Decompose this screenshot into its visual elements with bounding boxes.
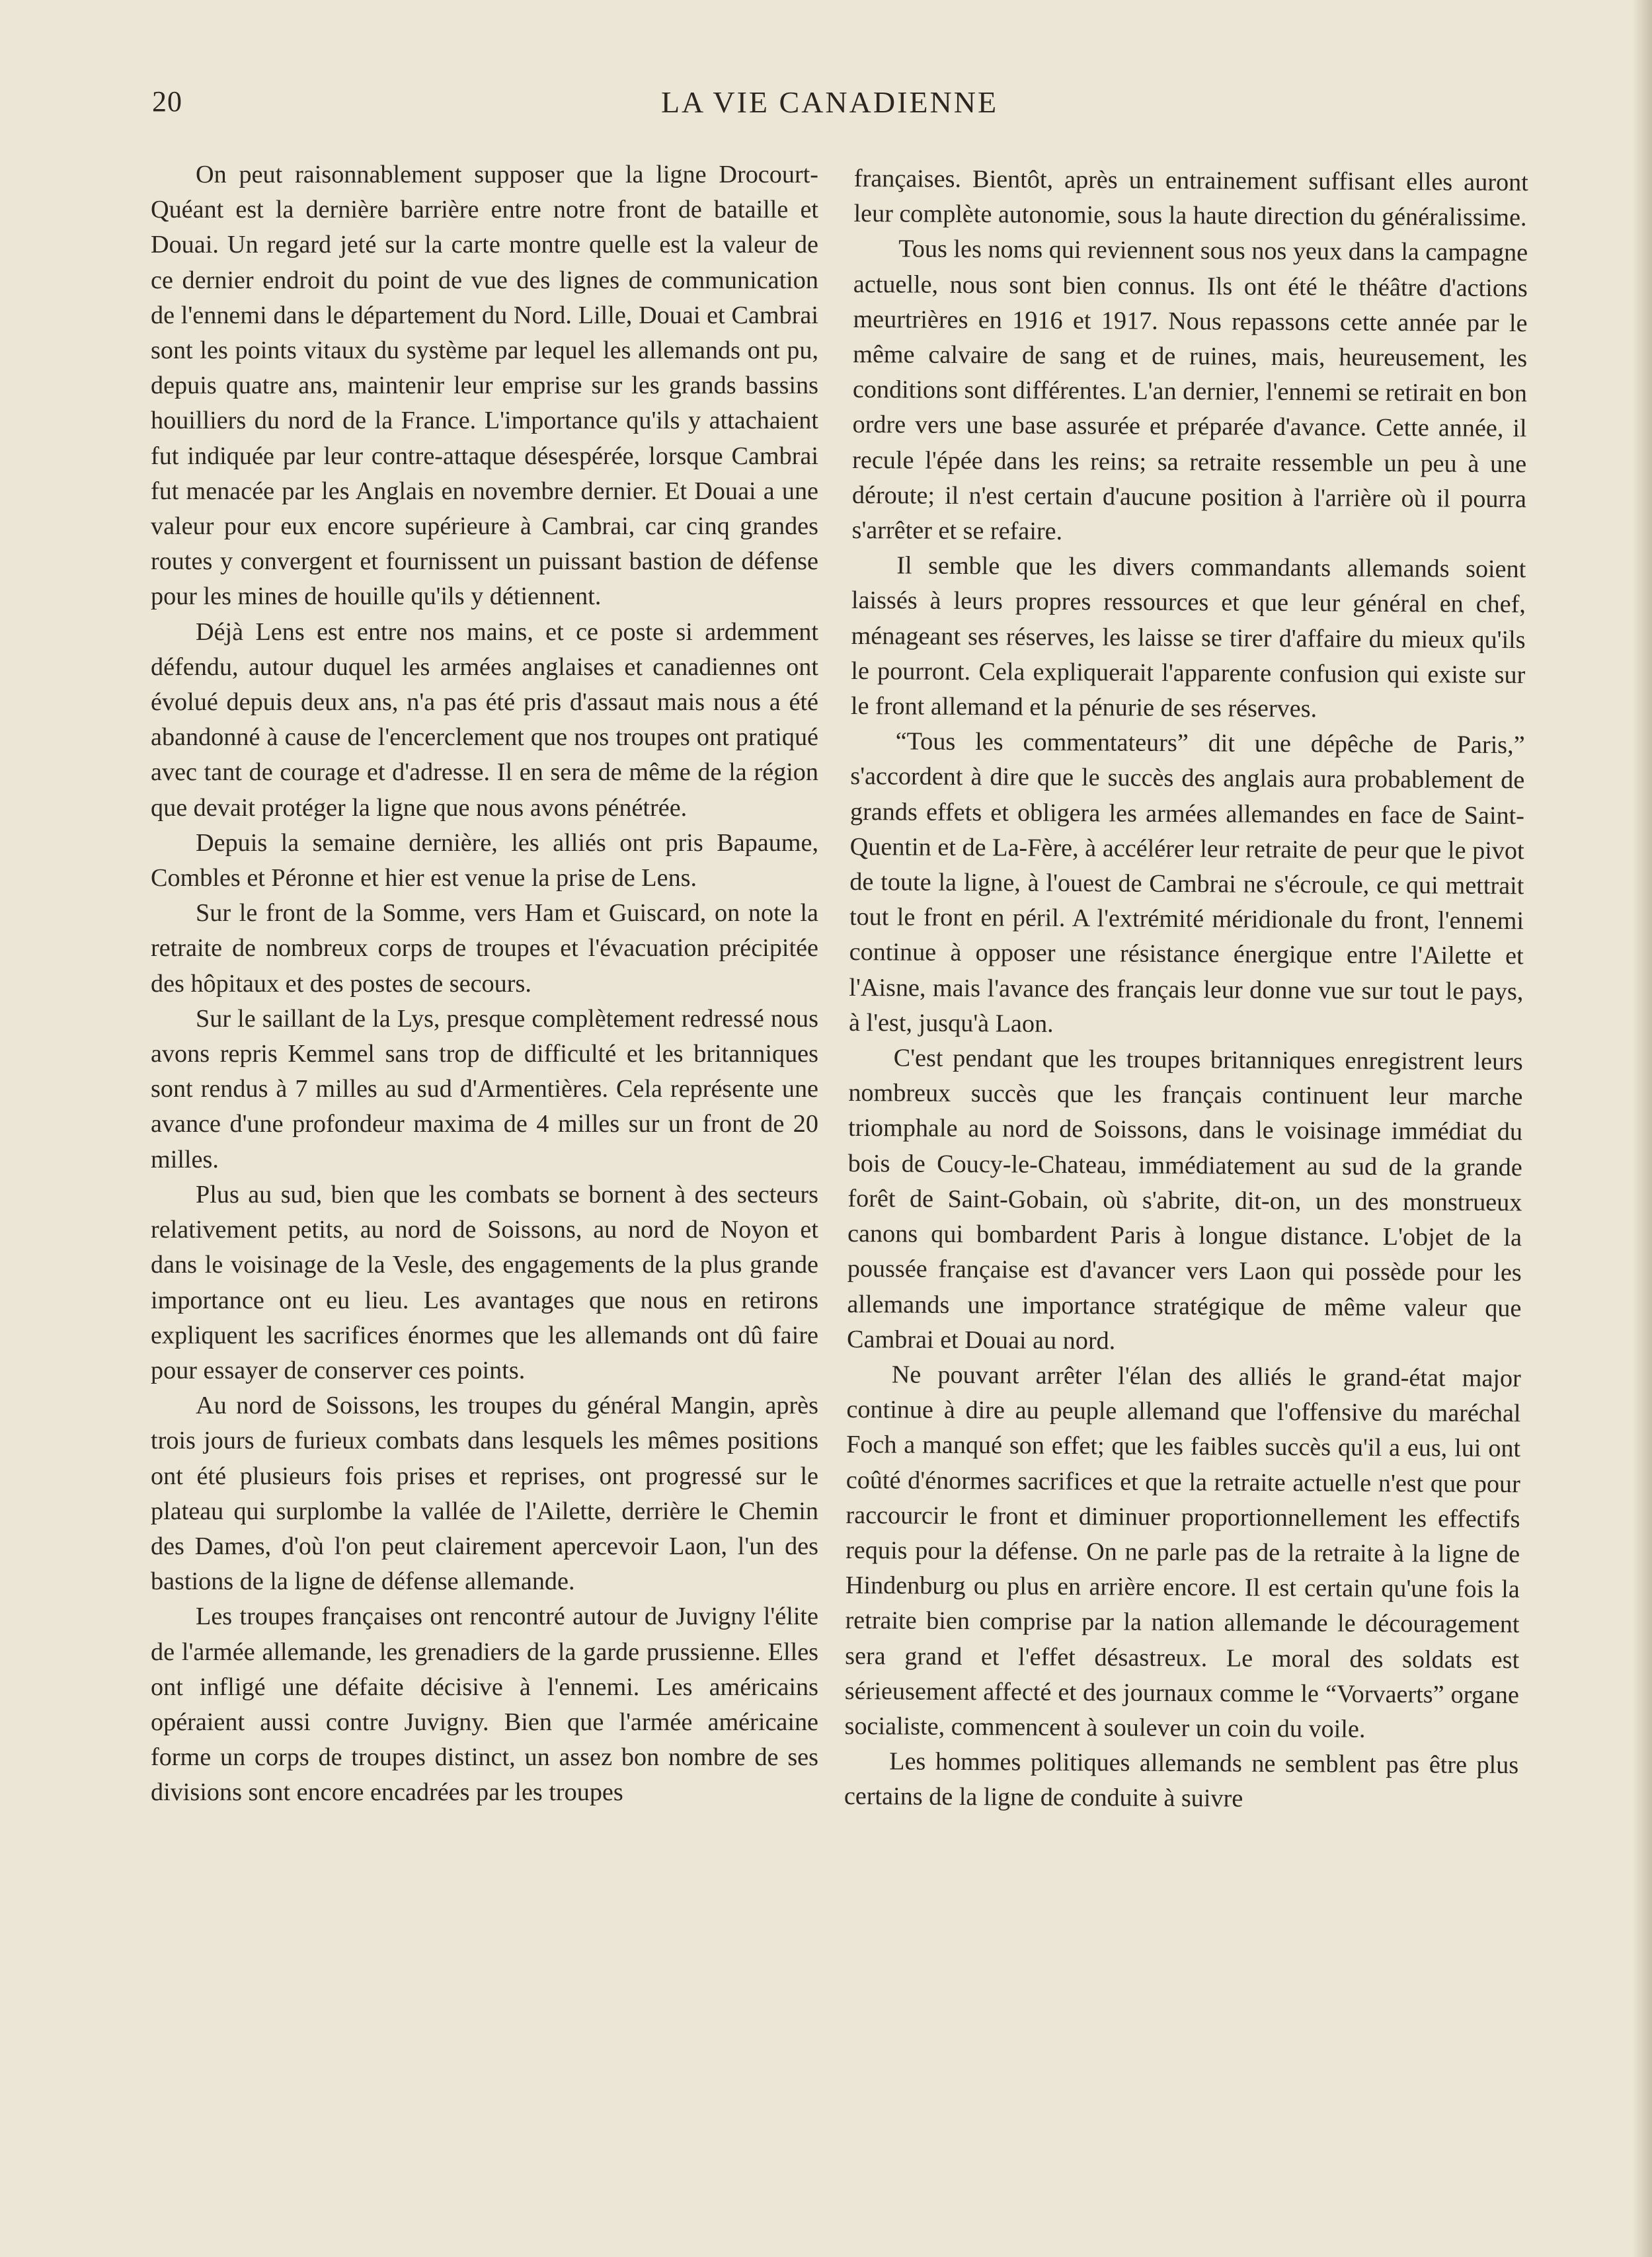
page-number: 20 [152,85,182,118]
running-title: LA VIE CANADIENNE [660,85,999,119]
paragraph: Ne pouvant arrêter l'élan des alliés le grand-état major continue à dire au peuple allemand que l'offensive du maréchal Foch a manqué son effet; que les faibles succès qu'il a eus, lui ont coûté d'énormes sacrifices et que la retraite actuelle n'est que pour raccourcir le front et diminuer proportionnellement les effectifs requis pour la défense. On ne parle pas de la retraite à la ligne de Hindenburg ou plus en arrière encore. Il est certain qu'une fois la retraite bien comprise par la nation allemande le découragement sera grand et l'effet désastreux. Le moral des soldats est sérieusement affecté et des journaux comme le “Vorvaerts” organe socialiste, commencent à soulever un coin du voile. [844,1361,1521,1743]
paragraph: Sur le front de la Somme, vers Ham et Guiscard, on note la retraite de nombreux corps de troupes et l'évacuation précipitée des hôpitaux et des postes de secours. [151,899,818,998]
paragraph: On peut raisonnablement supposer que la ligne Drocourt-Quéant est la dernière barrière entre notre front de bataille et Douai. Un regard jeté sur la carte montre quelle est la valeur de ce dernier endroit du point de vue des lignes de communication de l'ennemi dans le département du Nord. Lille, Douai et Cambrai sont les points vitaux du système par lequel les allemands ont pu, depuis quatre ans, maintenir leur emprise sur les grands bassins houilliers du nord de la France. L'importance qu'ils y attachaient fut indiquée par leur contre-attaque désespérée, lorsque Cambrai fut menacée par les Anglais en novembre dernier. Et Douai a une valeur pour eux encore supérieure à Cambrai, car cinq grandes routes y convergent et fournissent un puissant bastion de défense pour les mines de houille qu'ils y détiennent. [151,161,818,611]
paragraph: Au nord de Soissons, les troupes du général Mangin, après trois jours de furieux combats dans lesquels les mêmes positions ont été plusieurs fois prises et reprises, ont progressé sur le plateau qui surplombe la vallée de l'Ailette, derrière le Chemin des Dames, d'où l'on peut clairement apercevoir Laon, l'un des bastions de la ligne de défense allemande. [151,1392,818,1596]
paragraph: Il semble que les divers commandants allemands soient laissés à leurs propres ressources et que leur général en chef, ménageant ses réserves, les laisse se tirer d'affaire du mieux qu'ils le pourront. Cela expliquerait l'apparente confusion qui existe sur le front allemand et la pénurie de ses réserves. [850,551,1526,723]
paragraph: Les troupes françaises ont rencontré autour de Juvigny l'élite de l'armée allemande, les grenadiers de la garde prussienne. Elles ont infligé une défaite décisive à l'ennemi. Les américains opéraient aussi contre Juvigny. Bien que l'armée américaine forme un corps de troupes distinct, un assez bon nombre de ses divisions sont encore encadrées par les troupes [151,1603,818,1807]
paragraph: Les hommes politiques allemands ne semblent pas être plus certains de la ligne de conduite à suivre [844,1747,1519,1813]
left-column [151,157,818,1811]
page-edge-shadow [1632,0,1652,2257]
paragraph: “Tous les commentateurs” dit une dépêche de Paris,” s'accordent à dire que le succès des anglais aura probablement de grands effets et obligera les armées allemandes en face de Saint-Quentin et de La-Fère, à accélérer leur retraite de peur que le pivot de toute la ligne, à l'ouest de Cambrai ne s'écroule, ce qui mettrait tout le front en péril. A l'extrémité méridionale du front, l'ennemi continue à opposer une résistance énergique entre l'Ailette et l'Aisne, mais l'avance des français leur donne vue sur tout le pays, à l'est, jusqu'à Laon. [848,727,1525,1038]
paragraph: Sur le saillant de la Lys, presque complètement redressé nous avons repris Kemmel sans trop de difficulté et les britanniques sont rendus à 7 milles au sud d'Armentières. Cela représente une avance d'une profondeur maxima de 4 milles sur un front de 20 milles. [151,1004,818,1173]
paragraph: Tous les noms qui reviennent sous nos yeux dans la campagne actuelle, nous sont bien connus. Ils ont été le théâtre d'actions meurtrières en 1916 et 1917. Nous repassons cette année par le même calvaire de sang et de ruines, mais, heureusement, les conditions sont différentes. L'an dernier, l'ennemi se retirait en bon ordre vers une base assurée et préparée d'avance. Cette année, il recule l'épée dans les reins; sa retraite ressemble un peu à une déroute; il n'est certain d'aucune position à l'arrière où il pourra s'arrêter et se refaire. [851,235,1528,545]
page-header [152,85,1507,131]
paragraph: Déjà Lens est entre nos mains, et ce poste si ardemment défendu, autour duquel les armées anglaises et canadiennes ont évolué depuis deux ans, n'a pas été pris d'assaut mais nous a été abandonné à cause de l'encerclement que nos troupes ont pratiqué avec tant de courage et d'adresse. Il en sera de même de la région que devait protéger la ligne que nous avons pénétrée. [151,617,818,822]
paragraph: Plus au sud, bien que les combats se bornent à des secteurs relativement petits, au nord de Soissons, au nord de Noyon et dans le voisinage de la Vesle, des engagements de la plus grande importance ont eu lieu. Les avantages que nous en retirons expliquent les sacrifices énormes que les allemands ont dû faire pour essayer de conserver ces points. [151,1180,818,1384]
right-column [844,161,1528,1819]
paragraph: Depuis la semaine dernière, les alliés ont pris Bapaume, Combles et Péronne et hier est venue la prise de Lens. [151,828,818,892]
paragraph-continuation: françaises. Bientôt, après un entrainement suffisant elles auront leur complète autonomie, sous la haute direction du généralissime. [853,164,1528,232]
paragraph: C'est pendant que les troupes britanniques enregistrent leurs nombreux succès que les français continuent leur marche triomphale au nord de Soissons, dans le voisinage immédiat du bois de Coucy-le-Chateau, immédiatement au sud de la grande forêt de Saint-Gobain, où s'abrite, dit-on, un des monstrueux canons qui bombardent Paris à longue distance. L'objet de la poussée française est d'avancer vers Laon qui possède pour les allemands une importance stratégique de même valeur que Cambrai et Douai au nord. [846,1044,1523,1355]
